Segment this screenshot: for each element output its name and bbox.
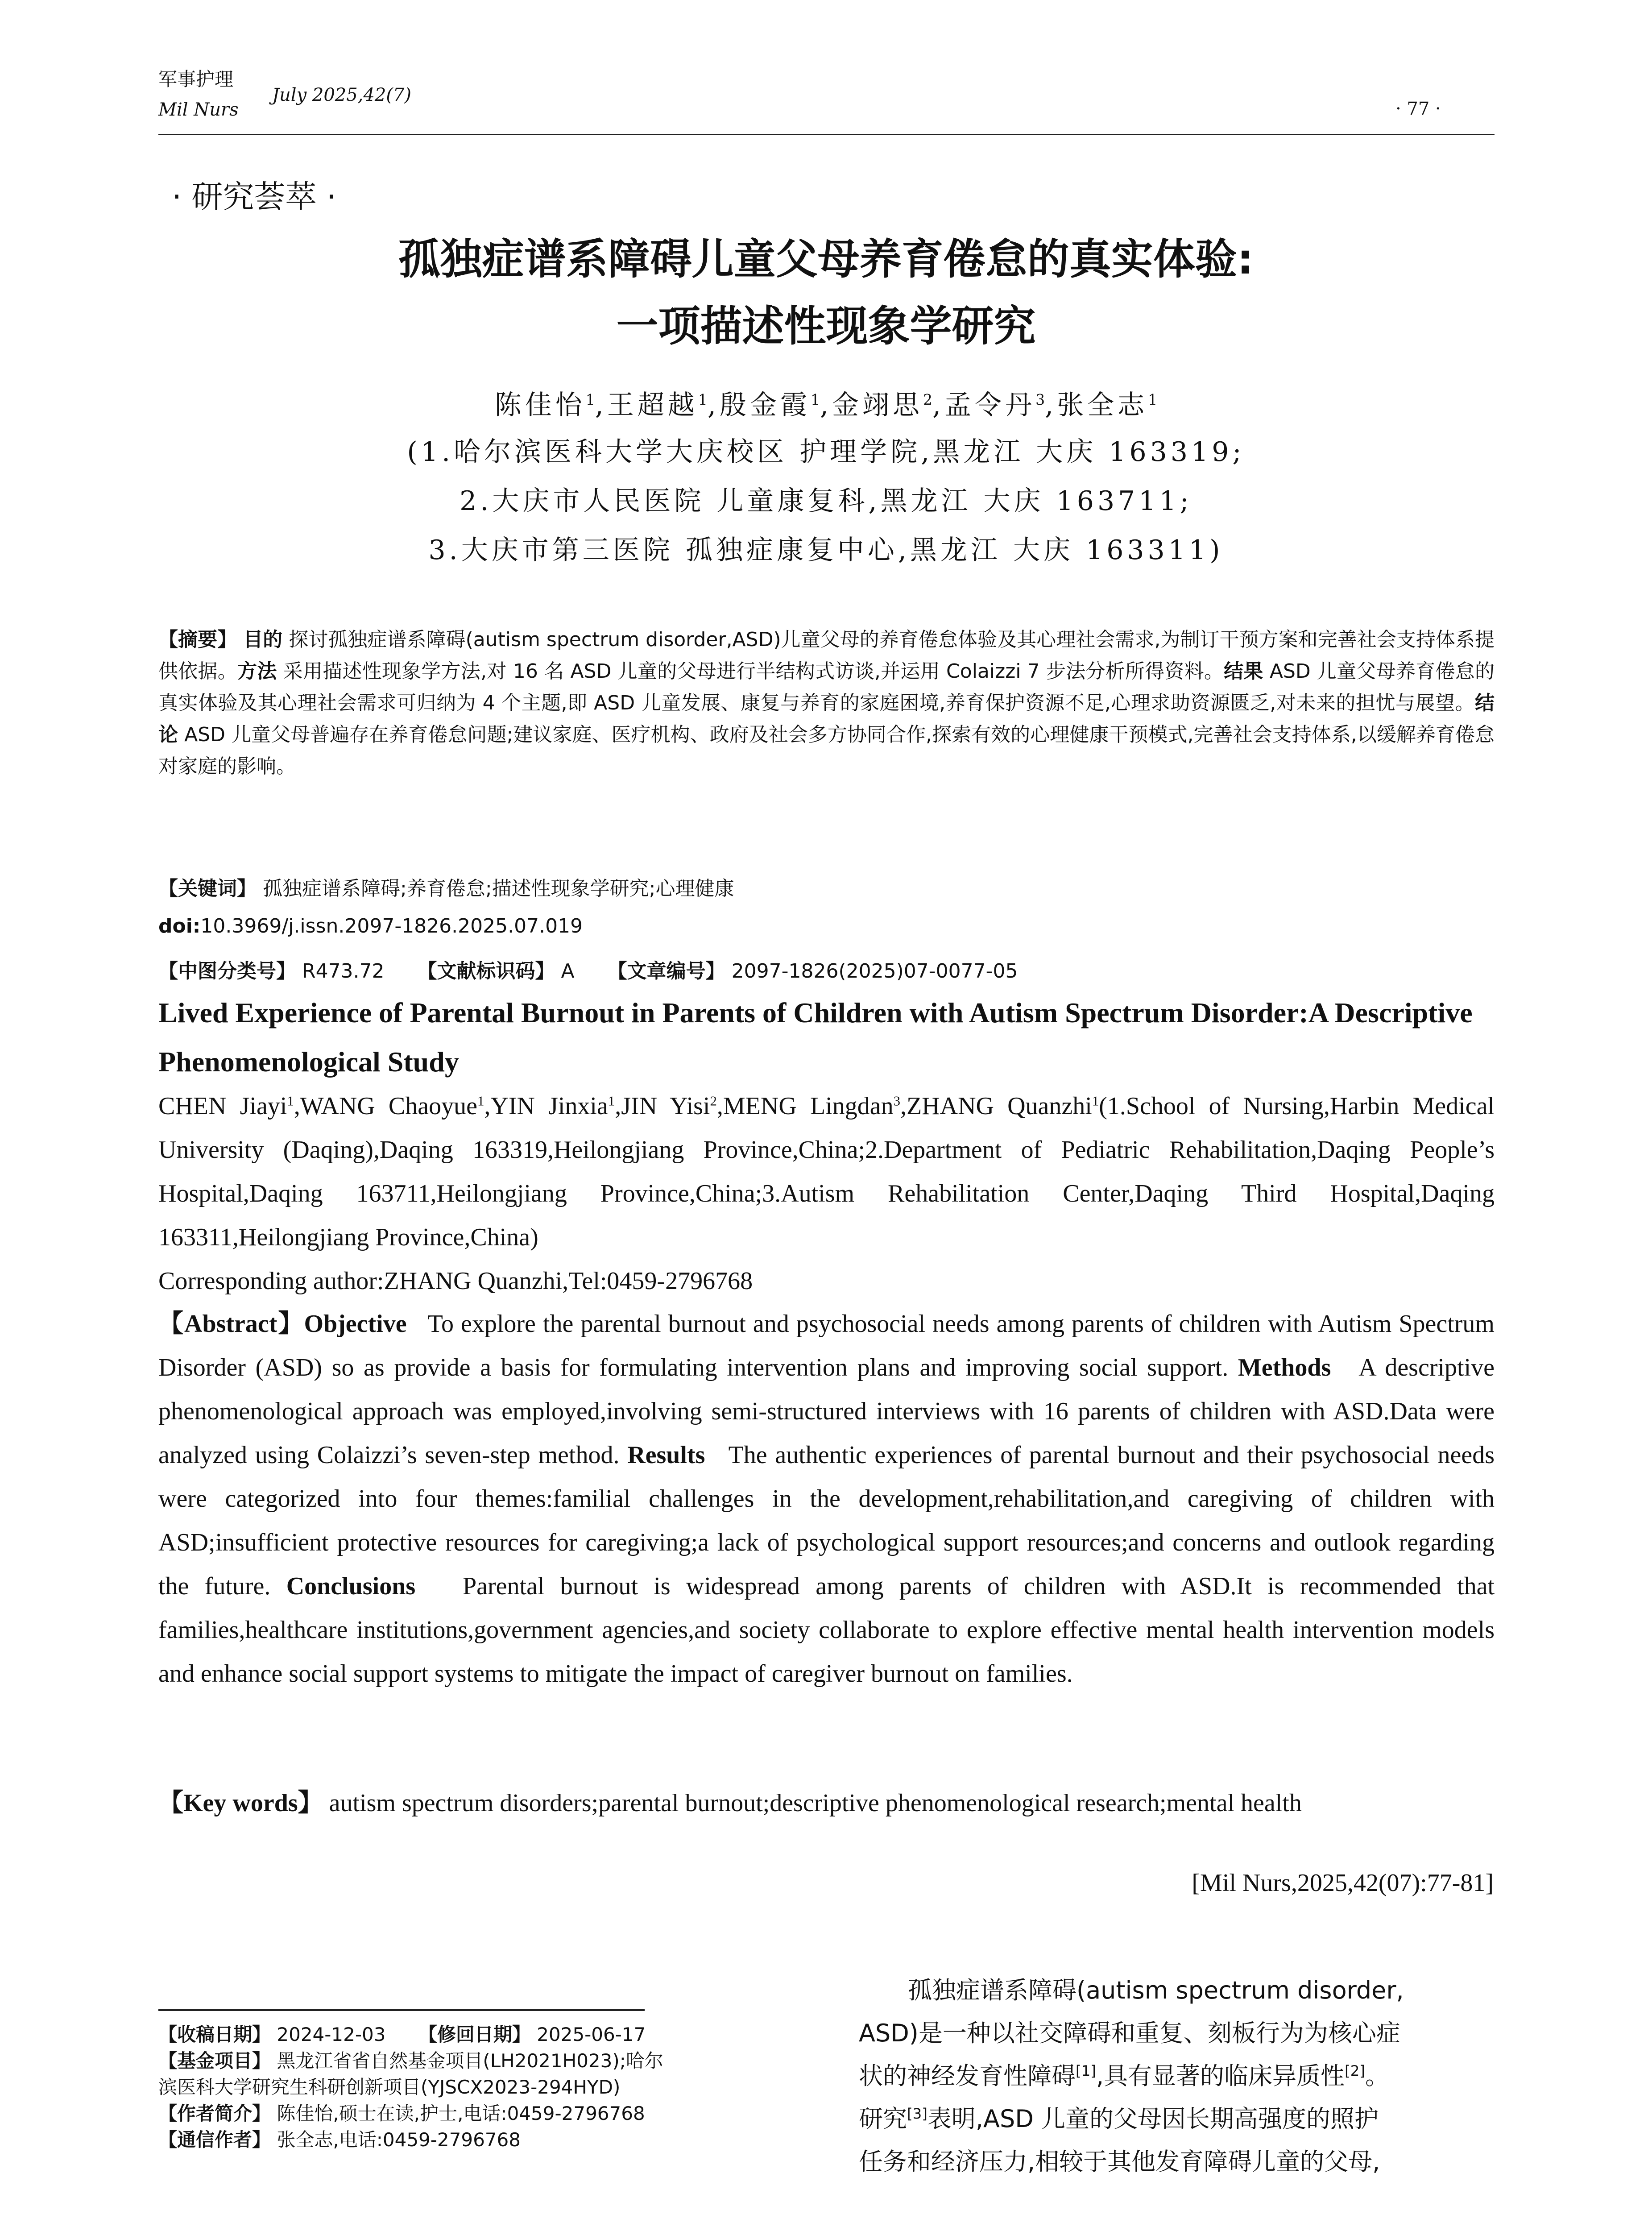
body-text-line (859, 2098, 1495, 2140)
objective-label-en: Objective (304, 1310, 407, 1338)
affiliation-cn-3: 3.大庆市第三医院 孤独症康复中心,黑龙江 大庆 163311) (428, 535, 1224, 566)
conclusion-text-cn: ASD 儿童父母普遍存在养育倦怠问题;建议家庭、医疗机构、政府及社会多方协同合作,探索有效的心理健康干预模式,完善社会支持体系,以缓解养育倦怠对家庭的影响。 (158, 723, 1495, 778)
abstract-cn (158, 624, 1495, 782)
methods-text-en: A descriptive phenomenological approach was employed,involving semi-structured interviews with 16 parents of children with ASD.Data were analyzed using Colaizzi’s seven-step method. (158, 1354, 1495, 1469)
doi-label: doi: (158, 915, 201, 937)
results-label-cn: 结果 (1224, 660, 1263, 683)
results-label-en: Results (627, 1441, 705, 1469)
author-affiliation-mark: 1 (698, 391, 708, 408)
reference-link[interactable]: [1] (1076, 2062, 1096, 2079)
english-author-block: CHEN Jiayi$^1$,WANG Chaoyue$^1$,YIN Jinxia$^1$,JIN Yisi$^2$,MENG Lingdan$^3$,ZHANG Quanzhi$^1$(1.School of Nursing,Harbin Medical University (Daqing),Daqing 163319,Heilongjiang Province,China;2.Department of Pediatric Rehabilitation,Daqing People’s Hospital,Daqing 163711,Heilongjiang Province,China;3.Autism Rehabilitation Center,Daqing Third Hospital,Daqing 163311,Heilongjiang Province,China) (158, 1092, 1495, 1251)
author-affiliation-mark: 1 (1148, 391, 1158, 408)
author-list-cn: 陈佳怡$^1$,王超越$^1$,殷金霞$^1$,金翊思$^2$,孟令丹$^3$,张全志$^1$ (494, 390, 1158, 421)
english-title: Lived Experience of Parental Burnout in Parents of Children with Autism Spectrum Disorder:A Descriptive Phenomenological Study (158, 997, 1473, 1078)
article-title-line-1: 孤独症谱系障碍儿童父母养育倦怠的真实体验: (398, 235, 1254, 284)
body-text: 研究 (859, 2105, 907, 2133)
article-number-value: 2097-1826(2025)07-0077-05 (731, 960, 1018, 983)
issue-date: July 2025,42(7) (272, 85, 411, 105)
body-text-line: ASD)是一种以社交障碍和重复、刻板行为为核心症 (859, 2019, 1400, 2047)
objective-label-cn: 目的 (243, 628, 283, 651)
affiliation-cn-2: 2.大庆市人民医院 儿童康复科,黑龙江 大庆 163711; (460, 485, 1192, 517)
doc-code-value: A (561, 960, 575, 983)
doi-line (158, 915, 583, 937)
keywords-cn-text: 孤独症谱系障碍;养育倦怠;描述性现象学研究;心理健康 (263, 877, 734, 900)
abstract-en (158, 1302, 1495, 1696)
author-affiliation-mark: 1 (477, 1093, 484, 1109)
reference-link[interactable]: [3] (907, 2105, 927, 2122)
keywords-cn-label: 【关键词】 (158, 877, 257, 900)
footnote-fund (158, 2048, 828, 2100)
abstract-cn-label: 【摘要】 (158, 628, 237, 651)
doc-code-label: 【文献标识码】 (417, 960, 555, 983)
body-text: ,具有显著的临床异质性 (1096, 2062, 1345, 2090)
author-affiliation-mark: 2 (923, 391, 933, 408)
author-affiliation-mark: 1 (810, 391, 820, 408)
results-text-cn: ASD 儿童父母养育倦怠的真实体验及其心理社会需求可归纳为 4 个主题,即 ASD 儿童发展、康复与养育的家庭困境,养育保护资源不足,心理求助资源匮乏,对未来的担忧与展望。 (158, 660, 1495, 714)
author-name-en: CHEN Jiayi (158, 1092, 287, 1120)
author-affiliation-mark: 1 (1092, 1093, 1099, 1109)
author-bio-text: 陈佳怡,硕士在读,护士,电话:0459-2796768 (277, 2102, 645, 2124)
body-text-line: 任务和经济压力,相较于其他发育障碍儿童的父母, (859, 2148, 1380, 2176)
body-text-line: 孤独症谱系障碍(autism spectrum disorder, (908, 1976, 1404, 2004)
author-name-en: WANG Chaoyue (300, 1092, 477, 1120)
body-text: 状的神经发育性障碍 (859, 2062, 1076, 2090)
reference-link[interactable]: [2] (1345, 2062, 1365, 2079)
fund-label: 【基金项目】 (158, 2050, 271, 2072)
author-name-en: JIN Yisi (621, 1092, 710, 1120)
author-name: 张全志 (1057, 390, 1148, 421)
received-label: 【收稿日期】 (158, 2024, 271, 2045)
english-affiliations: (1.School of Nursing,Harbin Medical University (Daqing),Daqing 163319,Heilongjiang Province,China;2.Department of Pediatric Rehabilitation,Daqing People’s Hospital,Daqing 163711,Heilongjiang Province,China;3.Autism Rehabilitation Center,Daqing Third Hospital,Daqing 163311,Heilongjiang Province,China) (158, 1092, 1495, 1251)
author-name: 王超越 (607, 390, 698, 421)
author-name-en: YIN Jinxia (490, 1092, 608, 1120)
body-text: 。 (1365, 2062, 1389, 2090)
footnote-dates (158, 2021, 828, 2048)
clc-value: R473.72 (302, 960, 385, 983)
journal-name-cn: 军事护理 (158, 68, 234, 90)
received-date: 2024-12-03 (277, 2024, 386, 2045)
keywords-en (158, 1781, 1495, 1825)
article-title-line-2: 一项描述性现象学研究 (616, 302, 1036, 351)
author-affiliation-mark: 1 (585, 391, 595, 408)
page-number: · 77 · (1395, 99, 1441, 119)
citation: [Mil Nurs,2025,42(07):77-81] (1192, 1869, 1494, 1897)
article-number-label: 【文章编号】 (607, 960, 725, 983)
clc-label: 【中图分类号】 (158, 960, 296, 983)
author-name: 殷金霞 (719, 390, 811, 421)
methods-text-cn: 采用描述性现象学方法,对 16 名 ASD 儿童的父母进行半结构式访谈,并运用 Colaizzi 7 步法分析所得资料。 (283, 660, 1224, 683)
keywords-en-label: 【Key words】 (158, 1789, 323, 1817)
author-name: 孟令丹 (944, 390, 1036, 421)
header-rule (158, 134, 1495, 135)
keywords-en-text: autism spectrum disorders;parental burnout;descriptive phenomenological research;mental health (329, 1789, 1302, 1817)
author-affiliation-mark: 3 (1035, 391, 1045, 408)
conclusion-label-cn: 结论 (158, 692, 1495, 746)
author-bio-label: 【作者简介】 (158, 2102, 271, 2124)
fund-text-line-2: 滨医科大学研究生科研创新项目(YJSCX2023-294HYD) (158, 2076, 621, 2098)
affiliation-cn-1: (1.哈尔滨医科大学大庆校区 护理学院,黑龙江 大庆 163319; (407, 436, 1245, 468)
methods-label-en: Methods (1238, 1354, 1331, 1381)
author-affiliation-mark: 3 (893, 1093, 900, 1109)
column-tag: · 研究荟萃 · (172, 178, 337, 215)
fund-text-line-1: 黑龙江省省自然基金项目(LH2021H023);哈尔 (277, 2050, 663, 2072)
objective-text-cn: 探讨孤独症谱系障碍(autism spectrum disorder,ASD)儿童父母的养育倦怠体验及其心理社会需求,为制订干预方案和完善社会支持体系提供依据。 (158, 628, 1495, 683)
revised-date: 2025-06-17 (537, 2024, 646, 2045)
author-affiliation-mark: 1 (287, 1093, 294, 1109)
author-name-en: MENG Lingdan (723, 1092, 894, 1120)
methods-label-cn: 方法 (237, 660, 277, 683)
classification-line (158, 955, 1018, 983)
doi-link[interactable]: 10.3969/j.issn.2097-1826.2025.07.019 (200, 915, 583, 937)
conclusions-label-en: Conclusions (286, 1572, 416, 1600)
footnote-rule (158, 2009, 645, 2011)
author-affiliation-mark: 1 (608, 1093, 615, 1109)
keywords-cn (158, 872, 734, 901)
author-name: 陈佳怡 (494, 390, 586, 421)
footnote-corresponding (158, 2127, 828, 2153)
body-text-line (859, 2055, 1495, 2098)
body-text: 表明,ASD 儿童的父母因长期高强度的照护 (927, 2105, 1379, 2133)
corresponding-text: 张全志,电话:0459-2796768 (277, 2129, 521, 2151)
journal-name-en: Mil Nurs (158, 100, 239, 120)
author-name: 金翊思 (832, 390, 923, 421)
abstract-en-label: 【Abstract】 (158, 1310, 304, 1338)
author-affiliation-mark: 2 (710, 1093, 717, 1109)
objective-text-en: To explore the parental burnout and psychosocial needs among parents of children with Autism Spectrum Disorder (ASD) so as provide a basis for formulating intervention plans and improving social support. (158, 1310, 1495, 1381)
footnote-author (158, 2100, 828, 2127)
revised-label: 【修回日期】 (418, 2024, 531, 2045)
results-text-en: The authentic experiences of parental burnout and their psychosocial needs were categorized into four themes:familial challenges in the development,rehabilitation,and caregiving of children with ASD;insufficient protective resources for caregiving;a lack of psychological support resources;and concerns and outlook regarding the future. (158, 1441, 1495, 1600)
corresponding-label: 【通信作者】 (158, 2129, 271, 2151)
author-name-en: ZHANG Quanzhi (906, 1092, 1092, 1120)
conclusions-text-en: Parental burnout is widespread among parents of children with ASD.It is recommended that families,healthcare institutions,government agencies,and society collaborate to explore effective mental health intervention models and enhance social support systems to mitigate the impact of caregiver burnout on families. (158, 1572, 1495, 1688)
corresponding-author-en: Corresponding author:ZHANG Quanzhi,Tel:0459-2796768 (158, 1267, 753, 1295)
